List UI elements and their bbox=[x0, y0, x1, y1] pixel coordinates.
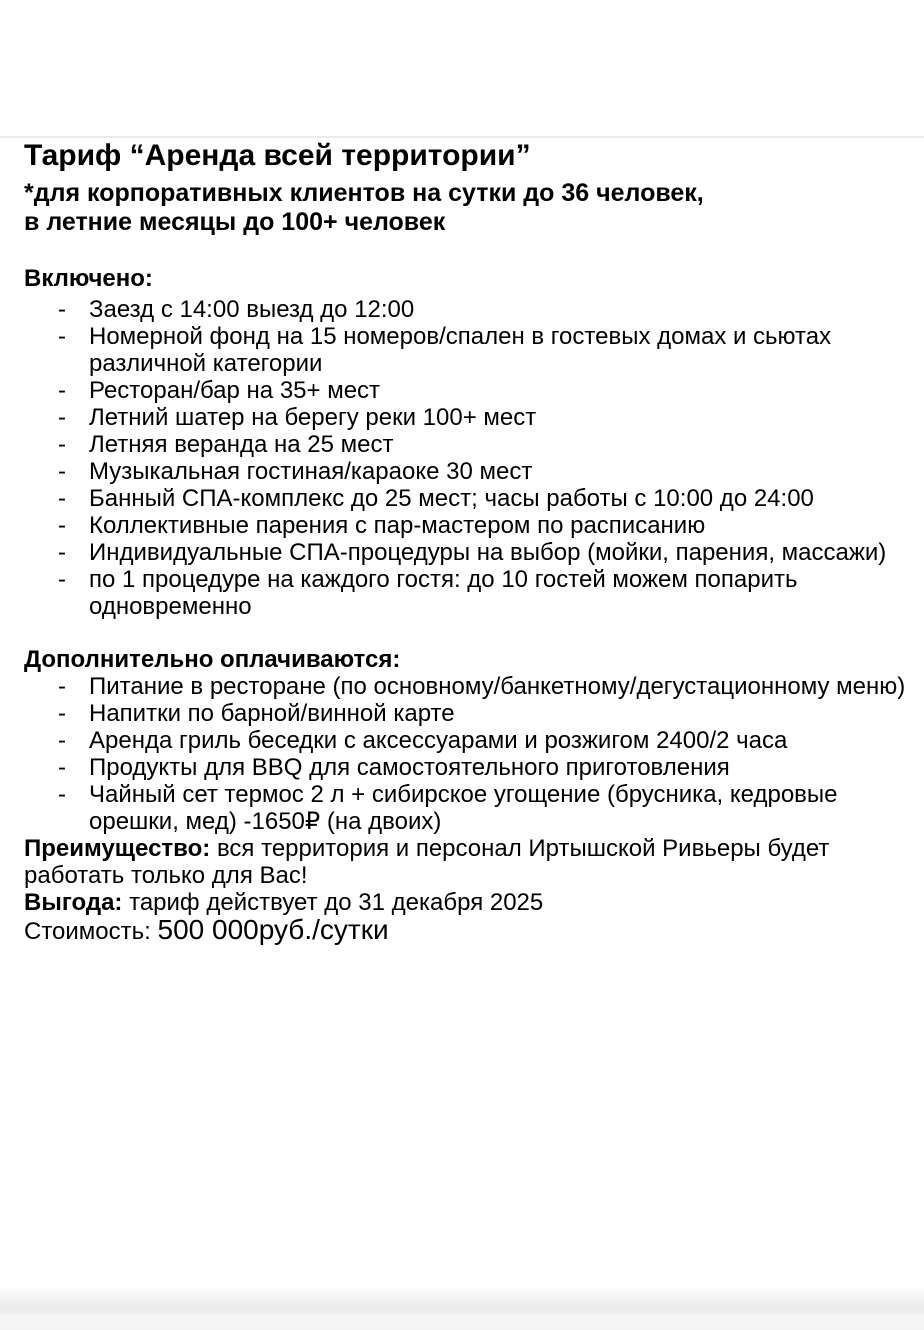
dash-marker: - bbox=[58, 754, 66, 781]
list-item bbox=[58, 566, 916, 620]
list-item-text: Питание в ресторане (по основному/банкетному/дегустационному меню) bbox=[89, 673, 906, 700]
list-item bbox=[58, 781, 916, 835]
dash-marker: - bbox=[58, 431, 66, 458]
dash-marker: - bbox=[58, 781, 66, 808]
extras-list bbox=[24, 673, 916, 835]
dash-marker: - bbox=[58, 512, 66, 539]
price-value: 500 000руб./сутки bbox=[157, 914, 389, 945]
list-item bbox=[58, 458, 916, 485]
list-item-text: Летний шатер на берегу реки 100+ мест bbox=[89, 404, 537, 431]
list-item-text: Летняя веранда на 25 мест bbox=[89, 431, 394, 458]
list-item-text: Банный СПА-комплекс до 25 мест; часы работы с 10:00 до 24:00 bbox=[89, 485, 814, 512]
benefit-paragraph bbox=[24, 889, 916, 916]
list-item-text: Напитки по барной/винной карте bbox=[89, 700, 455, 727]
dash-marker: - bbox=[58, 377, 66, 404]
list-item bbox=[58, 673, 916, 700]
dash-marker: - bbox=[58, 296, 66, 323]
dash-marker: - bbox=[58, 323, 66, 350]
dash-marker: - bbox=[58, 485, 66, 512]
list-item-text: Музыкальная гостиная/караоке 30 мест bbox=[89, 458, 533, 485]
list-item-text: Продукты для BBQ для самостоятельного приготовления bbox=[89, 754, 730, 781]
list-item-text: Ресторан/бар на 35+ мест bbox=[89, 377, 381, 404]
included-list bbox=[24, 296, 916, 620]
list-item bbox=[58, 539, 916, 566]
dash-marker: - bbox=[58, 700, 66, 727]
dash-marker: - bbox=[58, 458, 66, 485]
benefit-text: тариф действует до 31 декабря 2025 bbox=[129, 889, 544, 916]
dash-marker: - bbox=[58, 673, 66, 700]
advantage-label: Преимущество: bbox=[24, 835, 211, 862]
page-subtitle bbox=[24, 179, 916, 237]
list-item bbox=[58, 377, 916, 404]
list-item-text: Аренда гриль беседки с аксессуарами и розжигом 2400/2 часа bbox=[89, 727, 788, 754]
tariff-document bbox=[0, 136, 924, 1330]
list-item-text: Номерной фонд на 15 номеров/спален в гостевых домах и сьютах различной категории bbox=[89, 323, 832, 377]
subtitle-line-2: в летние месяцы до 100+ человек bbox=[24, 208, 446, 236]
list-item bbox=[58, 700, 916, 727]
benefit-label: Выгода: bbox=[24, 889, 123, 916]
list-item bbox=[58, 485, 916, 512]
list-item bbox=[58, 754, 916, 781]
price-label: Стоимость: bbox=[24, 918, 151, 945]
document-page bbox=[0, 136, 924, 945]
included-heading: Включено: bbox=[24, 265, 153, 292]
list-item bbox=[58, 727, 916, 754]
advantage-paragraph bbox=[24, 835, 916, 889]
page-title: Тариф “Аренда всей территории” bbox=[24, 139, 531, 172]
dash-marker: - bbox=[58, 404, 66, 431]
price-paragraph bbox=[24, 916, 916, 945]
list-item bbox=[58, 404, 916, 431]
list-item bbox=[58, 323, 916, 377]
top-edge-divider bbox=[0, 136, 924, 138]
advantage-text: вся территория и персонал Иртышской Ривьеры будет работать только для Вас! bbox=[24, 835, 830, 889]
list-item bbox=[58, 296, 916, 323]
dash-marker: - bbox=[58, 566, 66, 593]
list-item-text: Заезд с 14:00 выезд до 12:00 bbox=[89, 296, 415, 323]
list-item-text: Коллективные парения с пар-мастером по расписанию bbox=[89, 512, 706, 539]
subtitle-line-1: *для корпоративных клиентов на сутки до 36 человек, bbox=[24, 179, 704, 207]
list-item bbox=[58, 512, 916, 539]
extras-heading: Дополнительно оплачиваются: bbox=[24, 646, 401, 673]
list-item-text: Чайный сет термос 2 л + сибирское угощение (брусника, кедровые орешки, мед) -1650₽ (на двоих) bbox=[89, 781, 838, 835]
dash-marker: - bbox=[58, 539, 66, 566]
list-item bbox=[58, 431, 916, 458]
bottom-page-shadow bbox=[0, 1286, 924, 1330]
list-item-text: по 1 процедуре на каждого гостя: до 10 гостей можем попарить одновременно bbox=[89, 566, 798, 620]
dash-marker: - bbox=[58, 727, 66, 754]
list-item-text: Индивидуальные СПА-процедуры на выбор (мойки, парения, массажи) bbox=[89, 539, 887, 566]
